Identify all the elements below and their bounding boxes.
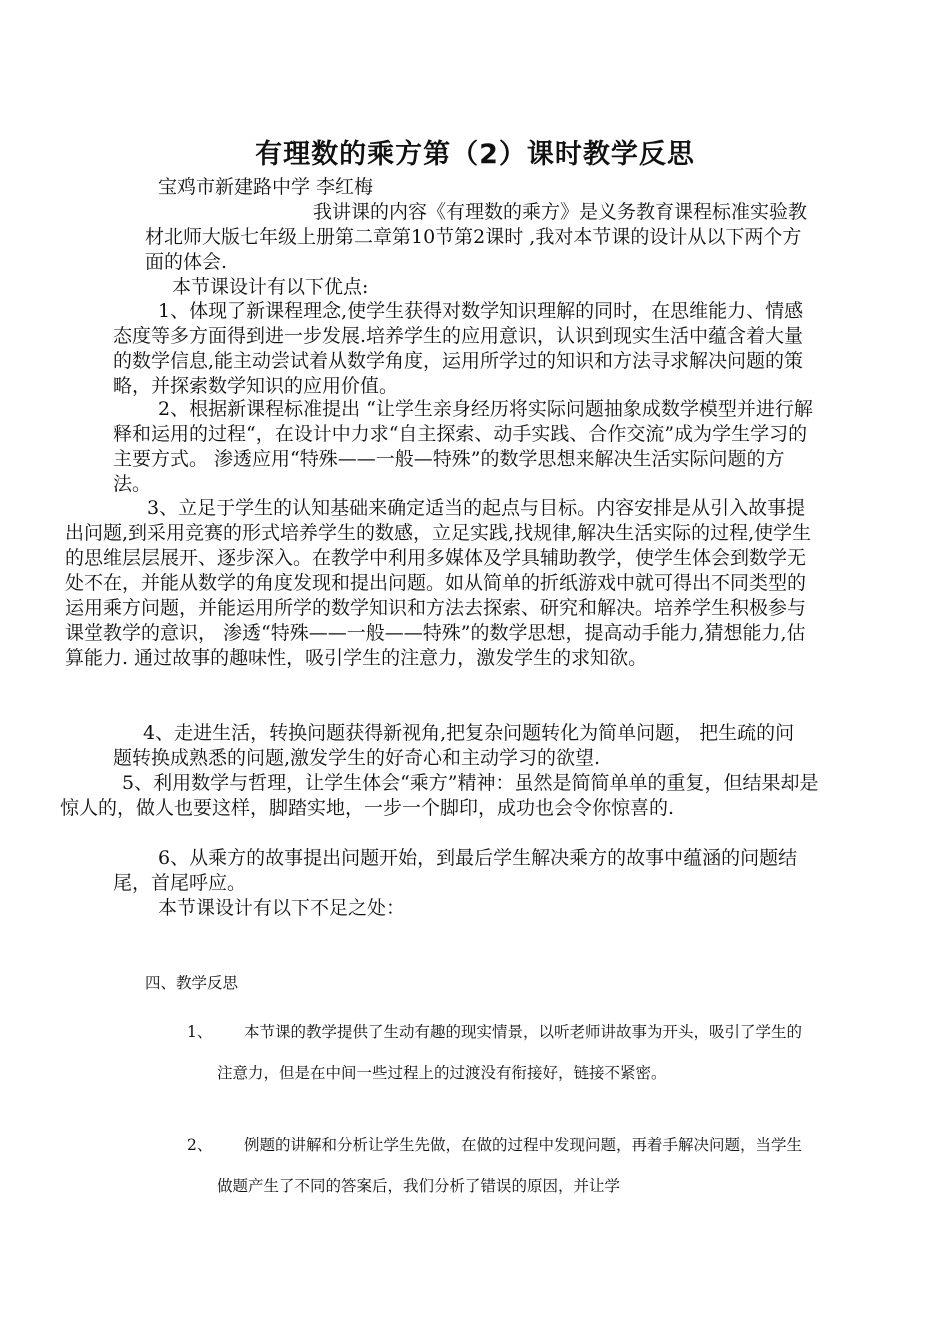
point-1-paragraph (113, 299, 813, 399)
section-4-heading: 四、教学反思 (145, 974, 239, 992)
point-6-text: 6、从乘方的故事提出问题开始，到最后学生解决乘方的故事中蕴涵的问题结尾，首尾呼应。 (113, 847, 798, 894)
point-5-text: 5、利用数学与哲理，让学生体会“乘方”精神：虽然是简简单单的重复，但结果却是惊人的，做人也要这样，脚踏实地，一步一个脚印，成功也会令你惊喜的. (60, 772, 819, 819)
intro-paragraph (145, 200, 813, 275)
author-line: 宝鸡市新建路中学 李红梅 (158, 176, 374, 198)
point-4-text: 4、走进生活，转换问题获得新视角,把复杂问题转化为简单问题， 把生疏的问题转换成熟悉的问题,激发学生的好奇心和主动学习的欲望. (113, 722, 795, 769)
point-2-text: 2、根据新课程标准提出 “让学生亲身经历将实际问题抽象成数学模型并进行解释和运用的过程“，在设计中力求“自主探索、动手实践、合作交流”成为学生学习的主要方式。 渗透应用“特殊——一般—特殊”的数学思想来解决生活实际问题的方法。 (113, 398, 813, 495)
advantages-heading: 本节课设计有以下优点: (172, 276, 369, 298)
point-4-paragraph (113, 721, 813, 771)
reflection-item-2 (187, 1133, 817, 1213)
reflection-item-1-text: 本节课的教学提供了生动有趣的现实情景，以听老师讲故事为开头，吸引了学生的注意力，但是在中间一些过程上的过渡没有衔接好，链接不紧密。 (217, 1023, 803, 1082)
point-3-text: 3、立足于学生的认知基础来确定适当的起点与目标。内容安排是从引入故事提出问题,到采用竞赛的形式培养学生的数感，立足实践,找规律,解决生活实际的过程,使学生的思维层层展开、逐步深入。在教学中利用多媒体及学具辅助教学，使学生体会到数学无处不在，并能从数学的角度发现和提出问题。如从简单的折纸游戏中就可得出不同类型的运用乘方问题，并能运用所学的数学知识和方法去探索、研究和解决。培养学生积极参与课堂教学的意识， 渗透“特殊——一般——特殊”的数学思想，提高动手能力,猜想能力,估算能力. 通过故事的趣味性，吸引学生的注意力，激发学生的求知欲。 (65, 497, 812, 669)
reflection-item-1 (187, 1020, 817, 1130)
reflection-item-1-number: 1、 (187, 1023, 213, 1041)
intro-text: 我讲课的内容《有理数的乘方》是义务教育课程标准实验教材北师大版七年级上册第二章第10节第2课时 ,我对本节课的设计从以下两个方面的体会. (145, 201, 808, 273)
point-1-text: 1、体现了新课程理念,使学生获得对数学知识理解的同时，在思维能力、情感态度等多方面得到进一步发展.培养学生的应用意识，认识到现实生活中蕴含着大量的数学信息,能主动尝试着从数学角度，运用所学过的知识和方法寻求解决问题的策略，并探索数学知识的应用价值。 (113, 300, 804, 397)
document-title: 有理数的乘方第（2）课时教学反思 (255, 139, 695, 170)
point-2-paragraph (113, 397, 813, 497)
shortcomings-heading: 本节课设计有以下不足之处： (158, 897, 406, 919)
point-6-paragraph (113, 846, 813, 896)
point-5-paragraph (60, 771, 820, 821)
reflection-item-2-number: 2、 (187, 1136, 213, 1154)
point-3-paragraph (65, 496, 817, 671)
reflection-item-2-text: 例题的讲解和分析让学生先做，在做的过程中发现问题，再着手解决问题，当学生做题产生了不同的答案后，我们分析了错误的原因，并让学 (217, 1136, 803, 1195)
